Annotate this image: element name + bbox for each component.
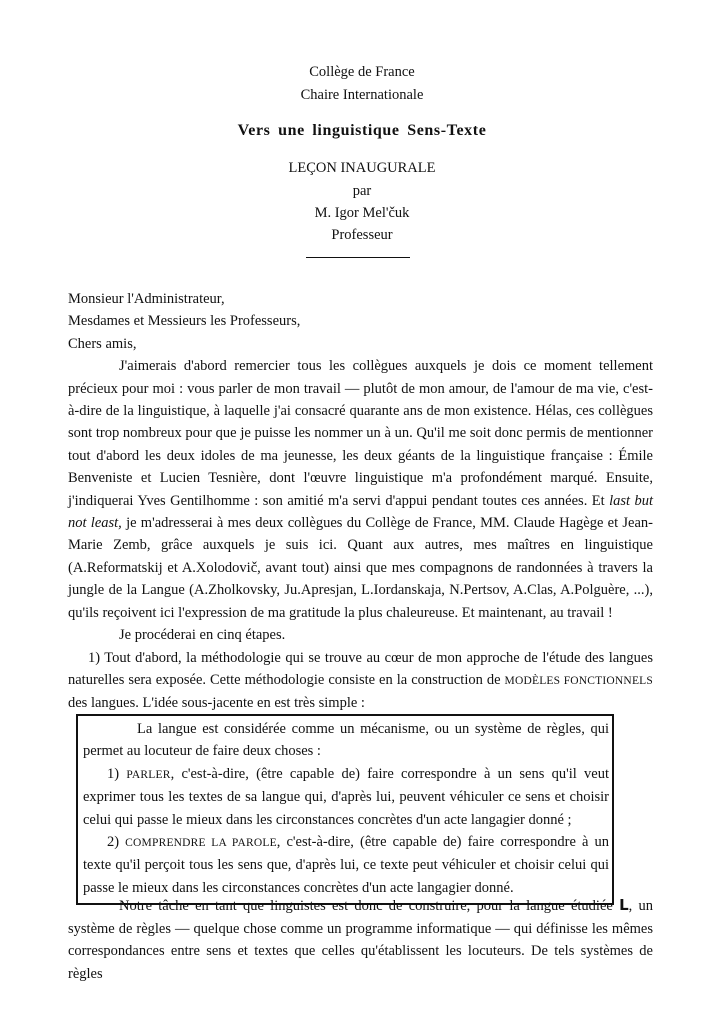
paragraph-acknowledgements <box>68 355 653 624</box>
box-item-speak-number: 1) <box>107 765 127 782</box>
box-item-understand <box>83 831 609 899</box>
paragraph-methodology-text-b: des langues. L'idée sous-jacente en est très simple : <box>68 695 365 712</box>
chair-name: Chaire Internationale <box>300 87 424 103</box>
author-role: Professeur <box>331 227 393 243</box>
salutation-line-3: Chers amis, <box>68 335 137 352</box>
header-divider <box>306 257 410 258</box>
paragraph-acknowledgements-text-b: je m'adresserai à mes deux collègues du Collège de France, MM. Claude Hagège et Jean-Marie Zemb, grâce auxquels je suis ici. Quant aux autres, mes maîtres en linguistique (A.Reformatskij et A.Xolodovič, avant tout) ainsi que mes compagnons de randonnées à travers la jungle de la Langue (A.Zholkovsky, Ju.Apresjan, L.Iordanskaja, N.Pertsov, A.Clas, A.Polguère, ...), qu'ils reçoivent ici l'expression de ma gratitude la plus chaleureuse. Et maintenant, au travail ! <box>68 515 653 621</box>
salutation-line-1: Monsieur l'Administrateur, <box>68 291 225 307</box>
paragraph-task-text-b: , un système de règles — quelque chose comme un programme informatique — qui définisse les mêmes correspondances entre sens et textes que celles qu'établissent les locuteurs. De tels systèmes de règles <box>68 898 653 982</box>
paragraph-acknowledgements-italic: last but not least, <box>68 492 653 532</box>
definition-box <box>76 714 614 905</box>
paragraph-five-steps: Je procéderai en cinq étapes. <box>119 627 286 644</box>
paragraph-task <box>68 894 653 985</box>
author-name: M. Igor Mel'čuk <box>314 205 410 221</box>
main-text <box>68 288 653 715</box>
box-item-speak-text: , c'est-à-dire, (être capable de) faire correspondre à un sens qu'il veut exprimer tous les textes de sa langue qui, d'après lui, peuvent véhiculer ce sens et choisir celui qui passe le mieux dans les circonstances concrètes d'un acte langagier donné ; <box>83 765 609 828</box>
salutation-line-2: Mesdames et Messieurs les Professeurs, <box>68 313 301 330</box>
paragraph-task-text-a: Notre tâche en tant que linguistes est donc de construire, pour la langue étudiée <box>119 898 620 914</box>
paragraph-acknowledgements-text-a: J'aimerais d'abord remercier tous les collègues auxquels je dois ce moment tellement précieux pour moi : vous parler de mon travail — plutôt de mon amour, de l'amour de ma vie, c'est-à-dire de la linguistique, à laquelle j'ai consacré quarante ans de mon existence. Hélas, ces collègues sont trop nombreux pour que je puisse les nommer un à un. Qu'il me soit donc permis de mentionner tout d'abord les deux idoles de ma jeunesse, les deux géants de la linguistique française : Émile Benveniste et Lucien Tesnière, dont l'œuvre linguistique m'a profondément marqué. Ensuite, j'indiquerai Yves Gentilhomme : son amitié m'a servi d'appui pendant toutes ces années. Et <box>68 358 653 509</box>
box-item-understand-term: COMPRENDRE LA PAROLE <box>125 837 277 850</box>
box-intro: La langue est considérée comme un mécanisme, ou un système de règles, qui permet au locuteur de faire deux choses : <box>83 721 609 760</box>
by-label: par <box>352 183 372 199</box>
paragraph-methodology-smallcaps: MODÈLES FONCTIONNELS <box>504 674 653 687</box>
box-item-speak <box>83 763 609 831</box>
language-symbol: L <box>619 896 629 914</box>
document-title: Vers une linguistique Sens-Texte <box>237 122 487 139</box>
box-item-understand-number: 2) <box>107 834 126 851</box>
lecture-label: LEÇON INAUGURALE <box>288 160 436 176</box>
closing-text <box>68 894 653 985</box>
paragraph-methodology-text-a: 1) Tout d'abord, la méthodologie qui se trouve au cœur de mon approche de l'étude des langues naturelles sera exposée. Cette méthodologie consiste en la construction de <box>68 649 653 688</box>
institution-name: Collège de France <box>309 64 415 80</box>
paragraph-methodology <box>68 647 653 715</box>
box-item-speak-term: PARLER <box>126 768 171 781</box>
box-item-understand-text: , c'est-à-dire, (être capable de) faire correspondre à un texte qu'il perçoit tous les sens que, d'après lui, ce texte peut véhiculer et choisir celui qui passe le mieux dans les circonstances concrètes d'un acte langagier donné. <box>83 834 609 896</box>
